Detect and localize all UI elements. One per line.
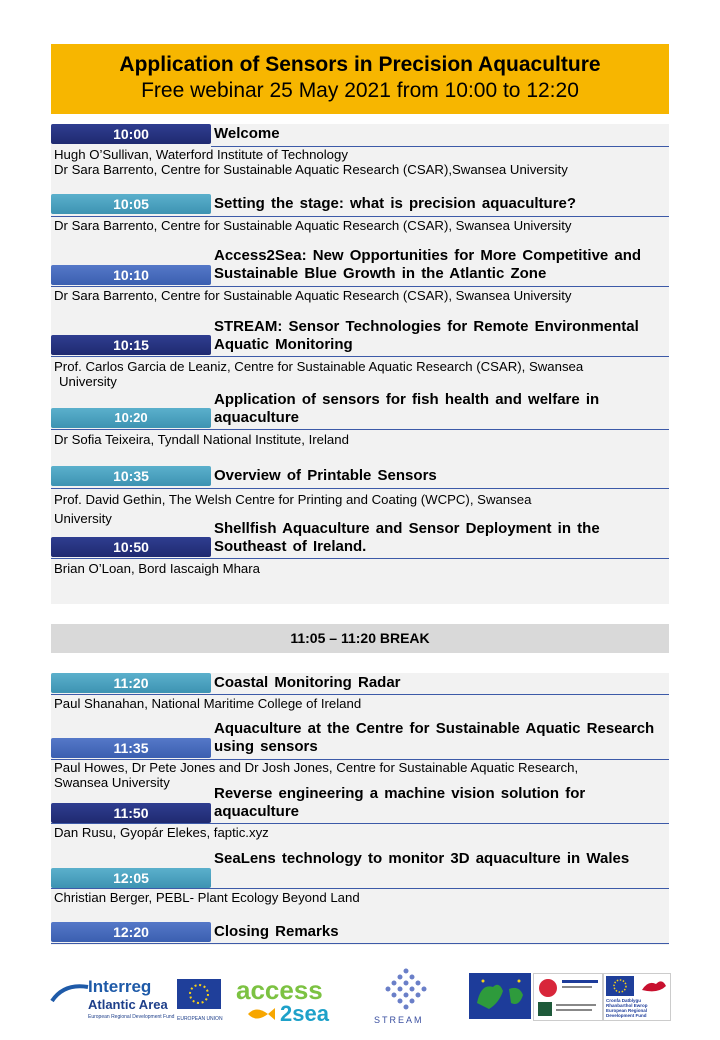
speaker-list: [54, 890, 649, 905]
divider: [51, 488, 669, 489]
wales-text-1: Cronfa Datblygu: [606, 998, 642, 1003]
wales-text-4: Development Fund: [606, 1013, 647, 1018]
stream-diamond-icon: [376, 967, 436, 1011]
session-title: Closing Remarks: [214, 923, 339, 940]
divider: [51, 286, 669, 287]
interreg-fund-text: European Regional Development Fund: [88, 1014, 175, 1020]
session-title: Overview of Printable Sensors: [214, 467, 437, 484]
eu-flag-icon: [177, 979, 221, 1009]
welsh-dragon-icon: [640, 976, 668, 996]
page-subtitle: Free webinar 25 May 2021 from 10:00 to 12:20: [141, 79, 579, 102]
divider: [51, 216, 669, 217]
time-badge: 10:15: [51, 335, 211, 355]
session-title: Reverse engineering a machine vision solution for aquaculture: [214, 785, 586, 820]
time-badge: 10:10: [51, 265, 211, 285]
speaker-list: [54, 288, 649, 303]
time-badge: 10:20: [51, 408, 211, 428]
speaker: Hugh O’Sullivan, Waterford Institute of Technology: [54, 147, 348, 162]
interreg-swoosh-icon: [50, 981, 90, 1005]
access2sea-logo: [236, 975, 346, 1031]
wales-text-3: European Regional: [606, 1008, 648, 1013]
stream-text: STREAM: [374, 1015, 424, 1025]
eu-flag-logo: [177, 979, 221, 1023]
speaker-list: [54, 147, 649, 177]
time-badge: 10:05: [51, 194, 211, 214]
time-badge: 11:50: [51, 803, 211, 823]
time-badge: 12:05: [51, 868, 211, 888]
divider: [51, 558, 669, 559]
divider: [51, 356, 669, 357]
ireland-wales-map-logo: [469, 973, 531, 1019]
time-badge: 11:20: [51, 673, 211, 693]
divider: [51, 823, 669, 824]
session-title: Shellfish Aquaculture and Sensor Deployment in the Southeast of Ireland.: [214, 520, 600, 555]
speaker: Prof. David Gethin, The Welsh Centre for Printing and Coating (WCPC), Swansea: [54, 492, 532, 507]
speaker-list: [54, 432, 649, 447]
session-title: Application of sensors for fish health and welfare in aquaculture: [214, 391, 600, 426]
interreg-subtext: Atlantic Area: [88, 997, 168, 1012]
speaker-list: [54, 825, 649, 840]
programme-icon: [534, 974, 602, 1020]
speaker: Swansea University: [54, 775, 170, 790]
divider: [51, 429, 669, 430]
divider: [51, 943, 669, 944]
eu-flag-small-icon: [606, 976, 634, 996]
session-title: Coastal Monitoring Radar: [214, 674, 401, 691]
speaker: Dan Rusu, Gyopár Elekes, faptic.xyz: [54, 825, 269, 840]
speaker: Prof. Carlos Garcia de Leaniz, Centre for Sustainable Aquatic Research (CSAR), Swansea: [54, 359, 584, 374]
time-badge: 11:35: [51, 738, 211, 758]
time-badge: 10:35: [51, 466, 211, 486]
logo-strip: [0, 965, 720, 1035]
fish-icon: [246, 1005, 276, 1023]
wales-erdf-logo: [603, 973, 671, 1021]
session-title: Welcome: [214, 125, 280, 142]
divider: [51, 888, 669, 889]
header-banner: [51, 44, 669, 114]
speaker: University: [59, 374, 117, 389]
speaker-list: [54, 696, 649, 711]
divider: [51, 694, 669, 695]
speaker: Brian O’Loan, Bord Iascaigh Mhara: [54, 561, 260, 576]
time-badge: 10:50: [51, 537, 211, 557]
session-title: Setting the stage: what is precision aquaculture?: [214, 195, 577, 212]
access-2sea-text: 2sea: [280, 1001, 329, 1026]
ireland-wales-programme-logo: [533, 973, 603, 1021]
speaker: Paul Shanahan, National Maritime College of Ireland: [54, 696, 362, 711]
wales-text-2: Rhanbarthol Ewrop: [606, 1003, 648, 1008]
speaker: Dr Sara Barrento, Centre for Sustainable Aquatic Research (CSAR),Swansea University: [54, 162, 568, 177]
stream-logo: [372, 967, 440, 1031]
session-title: SeaLens technology to monitor 3D aquaculture in Wales: [214, 850, 630, 867]
speaker: University: [54, 511, 112, 526]
speaker: Dr Sofia Teixeira, Tyndall National Institute, Ireland: [54, 432, 349, 447]
session-title: STREAM: Sensor Technologies for Remote Environmental Aquatic Monitoring: [214, 318, 639, 353]
speaker-list: [54, 218, 649, 233]
eu-label: EUROPEAN UNION: [177, 1016, 223, 1022]
access-text: access: [236, 975, 323, 1005]
map-icon: [469, 973, 531, 1019]
time-badge: 12:20: [51, 922, 211, 942]
page-title: Application of Sensors in Precision Aquaculture: [119, 53, 601, 76]
session-title: Access2Sea: New Opportunities for More Competitive and Sustainable Blue Growth in the Atlantic Zone: [214, 247, 642, 282]
speaker-list: [54, 561, 649, 576]
speaker: Christian Berger, PEBL- Plant Ecology Beyond Land: [54, 890, 360, 905]
speaker: Paul Howes, Dr Pete Jones and Dr Josh Jones, Centre for Sustainable Aquatic Research,: [54, 760, 579, 775]
speaker: Dr Sara Barrento, Centre for Sustainable Aquatic Research (CSAR), Swansea University: [54, 288, 572, 303]
time-badge: 10:00: [51, 124, 211, 144]
speaker-list: [54, 359, 649, 389]
break-banner: 11:05 – 11:20 BREAK: [51, 624, 669, 653]
session-title: Aquaculture at the Centre for Sustainable Aquatic Research using sensors: [214, 720, 655, 755]
interreg-text: Interreg: [88, 977, 152, 996]
speaker: Dr Sara Barrento, Centre for Sustainable Aquatic Research (CSAR), Swansea University: [54, 218, 572, 233]
interreg-logo: [50, 977, 175, 1027]
